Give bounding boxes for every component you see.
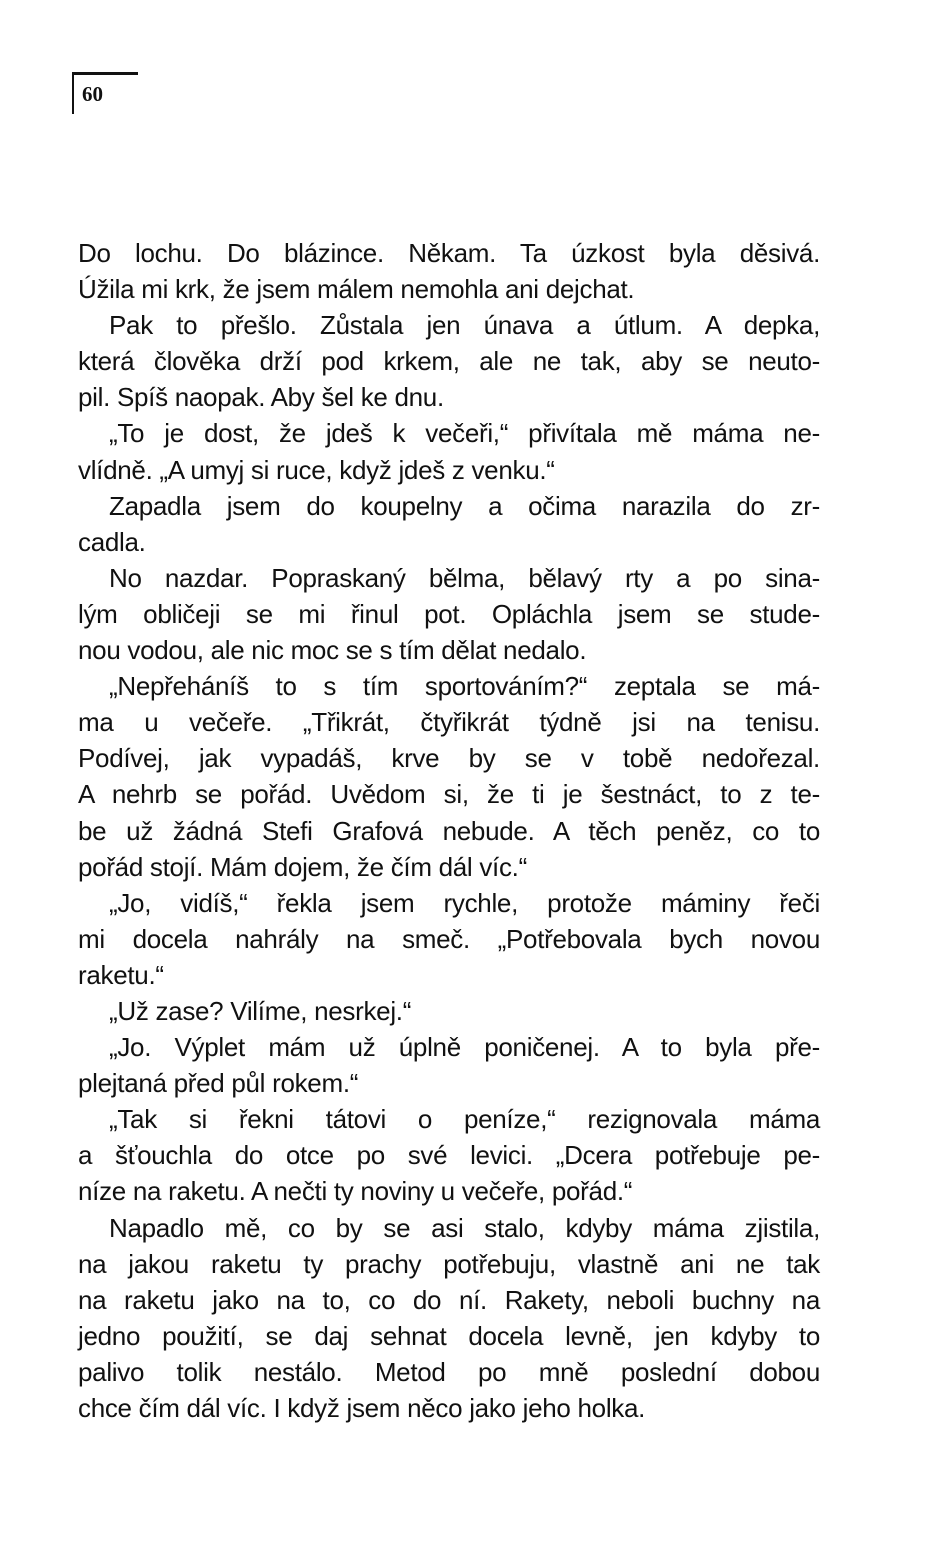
folio-rule-vertical (72, 72, 74, 114)
text-line: „Tak si řekni tátovi o peníze,“ rezignovala máma (109, 1104, 820, 1135)
text-line: „Jo, vidíš,“ řekla jsem rychle, protože máminy řeči (109, 887, 820, 918)
text-line: „To je dost, že jdeš k večeři,“ přivítala mě máma ne- (109, 418, 820, 449)
text-line: pořád stojí. Mám dojem, že čím dál víc.“ (78, 851, 527, 882)
text-line: palivo tolik nestálo. Metod po mně poslední dobou (78, 1356, 820, 1387)
text-line: níze na raketu. A nečti ty noviny u večeře, pořád.“ (78, 1176, 633, 1207)
paragraph (78, 307, 820, 415)
paragraph (78, 488, 820, 560)
paragraph (78, 415, 820, 487)
text-line: cadla. (78, 526, 146, 557)
text-line: plejtaná před půl rokem.“ (78, 1068, 359, 1099)
page-number: 60 (82, 82, 103, 106)
folio-rule-horizontal (72, 72, 138, 75)
text-line: Do lochu. Do blázince. Někam. Ta úzkost byla děsivá. (78, 238, 820, 268)
text-line: pil. Spíš naopak. Aby šel ke dnu. (78, 382, 444, 413)
text-line: která člověka drží pod krkem, ale ne tak, aby se neuto- (78, 346, 820, 377)
text-line: No nazdar. Popraskaný bělma, bělavý rty a po sina- (109, 562, 820, 593)
text-line: Zapadla jsem do koupelny a očima narazila do zr- (109, 490, 820, 521)
text-line: chce čím dál víc. I když jsem něco jako jeho holka. (78, 1393, 646, 1423)
text-line: A nehrb se pořád. Uvědom si, že ti je šestnáct, to z te- (78, 779, 820, 810)
text-line: mi docela nahrály na smeč. „Potřebovala bych novou (78, 923, 820, 954)
text-line: Úžila mi krk, že jsem málem nemohla ani dejchat. (78, 274, 635, 305)
paragraph (78, 1029, 820, 1101)
text-line: ma u večeře. „Třikrát, čtyřikrát týdně jsi na tenisu. (78, 707, 820, 738)
paragraph (78, 1101, 820, 1209)
text-line: Pak to přešlo. Zůstala jen únava a útlum. A depka, (109, 310, 820, 341)
paragraph (78, 1210, 820, 1427)
text-line: vlídně. „A umyj si ruce, když jdeš z venku.“ (78, 454, 555, 485)
paragraph (78, 668, 820, 885)
text-line: na raketu jako na to, co do ní. Rakety, neboli buchny na (78, 1284, 820, 1315)
paragraph (78, 993, 820, 1029)
text-line: jedno použití, se daj sehnat docela levně, jen kdyby to (78, 1320, 820, 1351)
text-line: „Nepřeháníš to s tím sportováním?“ zeptala se má- (109, 671, 820, 702)
text-line: na jakou raketu ty prachy potřebuju, vlastně ani ne tak (78, 1248, 820, 1279)
paragraph (78, 885, 820, 993)
text-line: Napadlo mě, co by se asi stalo, kdyby máma zjistila, (109, 1212, 820, 1243)
text-line: Podívej, jak vypadáš, krve by se v tobě nedořezal. (78, 743, 820, 774)
text-line: a šťouchla do otce po své levici. „Dcera potřebuje pe- (78, 1140, 820, 1171)
text-line: be už žádná Stefi Grafová nebude. A těch peněz, co to (78, 815, 820, 846)
text-line: nou vodou, ale nic moc se s tím dělat nedalo. (78, 635, 587, 666)
paragraph (78, 560, 820, 668)
body-text (78, 235, 820, 1426)
page-folio (72, 72, 138, 114)
text-line: „Jo. Výplet mám už úplně poničenej. A to byla pře- (109, 1032, 820, 1063)
text-line: „Už zase? Vilíme, nesrkej.“ (109, 995, 412, 1026)
paragraph (78, 235, 820, 307)
text-line: lým obličeji se mi řinul pot. Opláchla jsem se stude- (78, 598, 820, 629)
text-line: raketu.“ (78, 959, 164, 990)
